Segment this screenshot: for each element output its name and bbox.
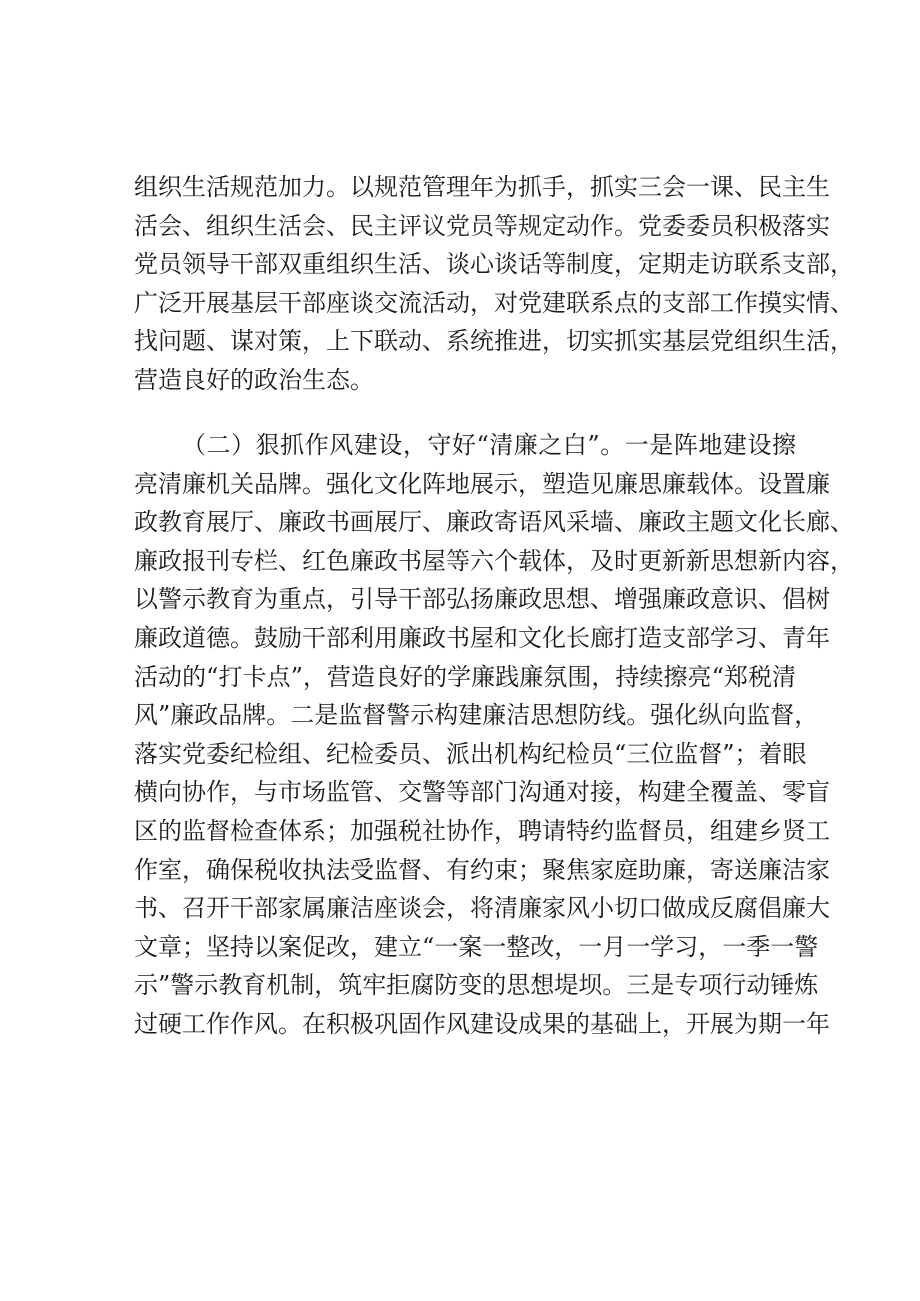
text-line: 区的监督检查体系；加强税社协作，聘请特约监督员，组建乡贤工 <box>134 816 830 845</box>
text-line: 亮清廉机关品牌。强化文化阵地展示，塑造见廉思廉载体。设置廉 <box>134 469 830 498</box>
text-line: 政教育展厅、廉政书画展厅、廉政寄语风采墙、廉政主题文化长廊、 <box>134 508 854 537</box>
text-line: 党员领导干部双重组织生活、谈心谈话等制度，定期走访联系支部， <box>134 250 854 279</box>
text-line: 组织生活规范加力。以规范管理年为抓手，抓实三会一课、民主生 <box>134 173 830 201</box>
text-line: 活会、组织生活会、民主评议党员等规定动作。党委委员积极落实 <box>134 211 830 240</box>
text-line: 作室，确保税收执法受监督、有约束；聚焦家庭助廉，寄送廉洁家 <box>134 855 830 884</box>
text-line: 文章；坚持以案促改，建立“一案一整改，一月一学习，一季一警 <box>134 932 819 961</box>
text-line: 风”廉政品牌。二是监督警示构建廉洁思想防线。强化纵向监督， <box>134 701 819 730</box>
paragraph-organization-life <box>134 168 854 400</box>
text-line: 活动的“打卡点”，营造良好的学廉践廉氛围，持续擦亮“郑税清 <box>134 662 796 691</box>
text-line: 落实党委纪检组、纪检委员、派出机构纪检员“三位监督”；着眼 <box>134 739 807 768</box>
text-line: 营造良好的政治生态。 <box>134 365 374 394</box>
text-line: 书、召开干部家属廉洁座谈会，将清廉家风小切口做成反腐倡廉大 <box>134 894 830 923</box>
paragraph-work-style <box>134 426 854 1044</box>
text-line: 示”警示教育机制，筑牢拒腐防变的思想堤坝。三是专项行动锤炼 <box>134 971 819 1000</box>
section-heading-line: （二）狠抓作风建设，守好“清廉之白”。一是阵地建设擦 <box>182 431 796 459</box>
text-line: 过硬工作作风。在积极巩固作风建设成果的基础上，开展为期一年 <box>134 1009 830 1038</box>
text-line: 以警示教育为重点，引导干部弘扬廉政思想、增强廉政意识、倡树 <box>134 585 830 614</box>
text-line: 找问题、谋对策，上下联动、系统推进，切实抓实基层党组织生活， <box>134 327 854 356</box>
text-line: 广泛开展基层干部座谈交流活动，对党建联系点的支部工作摸实情、 <box>134 288 854 317</box>
text-line: 廉政报刊专栏、红色廉政书屋等六个载体，及时更新新思想新内容， <box>134 546 854 575</box>
text-line: 廉政道德。鼓励干部利用廉政书屋和文化长廊打造支部学习、青年 <box>134 623 830 652</box>
text-line: 横向协作，与市场监管、交警等部门沟通对接，构建全覆盖、零盲 <box>134 778 830 807</box>
